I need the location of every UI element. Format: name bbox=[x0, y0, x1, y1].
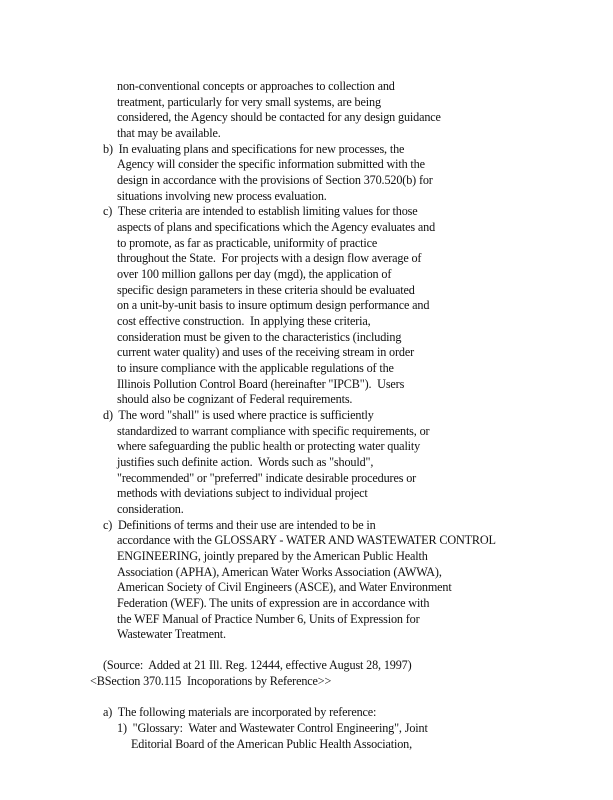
item-c-line: on a unit-by-unit basis to insure optimum design performance and bbox=[117, 298, 430, 312]
item-c-line: to insure compliance with the applicable regulations of the bbox=[117, 361, 394, 375]
item-e-line: Wastewater Treatment. bbox=[117, 627, 226, 641]
source-note: (Source: Added at 21 Ill. Reg. 12444, effective August 28, 1997) bbox=[103, 658, 412, 672]
item-e-line: Association (APHA), American Water Works Association (AWWA), bbox=[117, 565, 442, 579]
section-heading: <BSection 370.115 Incoporations by Reference>> bbox=[90, 674, 332, 688]
intro-line: that may be available. bbox=[117, 126, 221, 140]
item-e-line: c) Definitions of terms and their use are intended to be in bbox=[103, 518, 376, 532]
item-b-line: design in accordance with the provisions of Section 370.520(b) for bbox=[117, 173, 433, 187]
item-c-line: specific design parameters in these criteria should be evaluated bbox=[117, 283, 415, 297]
item-b-line: Agency will consider the specific information submitted with the bbox=[117, 157, 425, 171]
item-d-line: where safeguarding the public health or protecting water quality bbox=[117, 439, 421, 453]
item-d-line: justifies such definite action. Words such as "should", bbox=[117, 455, 374, 469]
item-e-line: the WEF Manual of Practice Number 6, Units of Expression for bbox=[117, 612, 420, 626]
item-c-line: consideration must be given to the characteristics (including bbox=[117, 330, 402, 344]
sub-a-line: a) The following materials are incorporated by reference: bbox=[103, 705, 377, 719]
intro-line: treatment, particularly for very small systems, are being bbox=[117, 95, 381, 109]
item-c-line: throughout the State. For projects with a design flow average of bbox=[117, 251, 422, 265]
item-e-line: American Society of Civil Engineers (ASCE), and Water Environment bbox=[117, 580, 452, 594]
item-c-line: Illinois Pollution Control Board (hereinafter "IPCB"). Users bbox=[117, 377, 405, 391]
item-e-line: ENGINEERING, jointly prepared by the American Public Health bbox=[117, 549, 428, 563]
item-d-line: methods with deviations subject to individual project bbox=[117, 486, 368, 500]
item-c-line: to promote, as far as practicable, uniformity of practice bbox=[117, 236, 378, 250]
item-e-line: Federation (WEF). The units of expression are in accordance with bbox=[117, 596, 430, 610]
item-d-line: "recommended" or "preferred" indicate desirable procedures or bbox=[117, 471, 417, 485]
item-c-line: cost effective construction. In applying these criteria, bbox=[117, 314, 371, 328]
intro-line: non-conventional concepts or approaches to collection and bbox=[117, 79, 395, 93]
sub-a1-line: Editorial Board of the American Public Health Association, bbox=[131, 737, 413, 751]
item-c-line: c) These criteria are intended to establish limiting values for those bbox=[103, 204, 418, 218]
item-c-line: should also be cognizant of Federal requirements. bbox=[117, 392, 353, 406]
item-c-line: current water quality) and uses of the receiving stream in order bbox=[117, 345, 414, 359]
item-d-line: standardized to warrant compliance with specific requirements, or bbox=[117, 424, 430, 438]
item-c-line: over 100 million gallons per day (mgd), the application of bbox=[117, 267, 392, 281]
item-c-line: aspects of plans and specifications which the Agency evaluates and bbox=[117, 220, 436, 234]
item-e-line: accordance with the GLOSSARY - WATER AND WASTEWATER CONTROL bbox=[117, 533, 496, 547]
sub-a1-line: 1) "Glossary: Water and Wastewater Control Engineering", Joint bbox=[117, 721, 428, 735]
item-b-line: situations involving new process evaluation. bbox=[117, 189, 327, 203]
item-b-line: b) In evaluating plans and specifications for new processes, the bbox=[103, 142, 405, 156]
intro-line: considered, the Agency should be contacted for any design guidance bbox=[117, 110, 441, 124]
item-d-line: d) The word "shall" is used where practice is sufficiently bbox=[103, 408, 374, 422]
item-d-line: consideration. bbox=[117, 502, 184, 516]
